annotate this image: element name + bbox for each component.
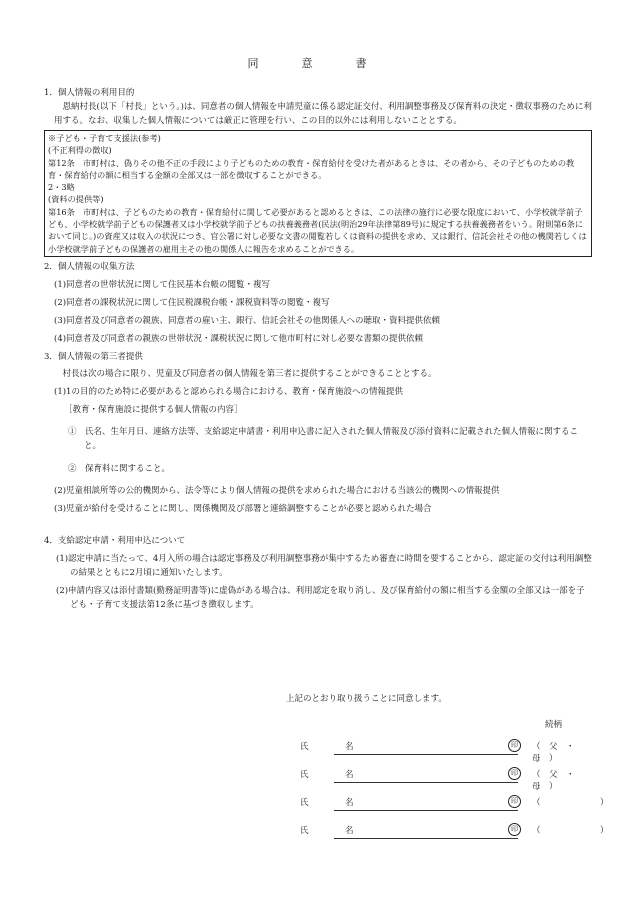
- relation-choice: （ ）: [532, 826, 609, 836]
- name-field[interactable]: [334, 782, 518, 783]
- name-label: 氏 名: [300, 770, 368, 780]
- name-field[interactable]: [334, 810, 518, 811]
- section-application: [44, 534, 592, 612]
- document-body: [44, 86, 592, 612]
- signature-row: [300, 768, 600, 792]
- list-item: (1)1の目的のため特に必要があると認められる場合における、教育・保育施設への情報提供: [54, 386, 403, 397]
- section-purpose: [44, 86, 592, 128]
- seal-icon: 印: [508, 767, 521, 780]
- box-line: 2・3略: [48, 182, 75, 193]
- seal-icon: 印: [508, 739, 521, 752]
- section-text: 恩納村長(以下「村長」という。)は、同意者の個人情報を申請児童に係る認定証交付、利用調整事務及び保育料の決定・徴収事務のために利用する。なお、収集した個人情報については厳正に管理を行い、この目的以外には利用しないこととする。: [54, 102, 592, 126]
- name-field[interactable]: [334, 838, 518, 839]
- box-line: 第12条 市町村は、偽りその他不正の手段により子どものための教育・保育給付を受けた者があるときは、その者から、その子どものための教育・保育給付の額に相当する金額の全部又は一部を徴収することができる。: [48, 157, 575, 180]
- bracket-heading: ［教育・保育施設に提供する個人情報の内容］: [64, 404, 243, 415]
- section-collection: [44, 260, 592, 346]
- signature-row: [300, 824, 609, 840]
- seal-icon: 印: [508, 823, 521, 836]
- box-line: (不正利得の徴収): [48, 145, 112, 156]
- section-text: 村長は次の場合に限り、児童及び同意者の個人情報を第三者に提供することができることとする。: [54, 368, 437, 379]
- section-heading: 1．個人情報の利用目的: [44, 88, 135, 98]
- list-item: (3)同意者及び同意者の親族、同意者の雇い主、銀行、信託会社その他関係人への聴取・資料提供依頼: [54, 315, 441, 326]
- section-heading: 4．支給認定申請・利用申込について: [44, 536, 186, 547]
- box-line: (資料の提供等): [48, 194, 104, 205]
- name-label: 氏 名: [300, 798, 368, 808]
- list-item: ① 氏名、生年月日、連絡方法等、支給認定申請書・利用申込書に記入された個人情報及び添付資料に記載された個人情報に関すること。: [68, 427, 579, 452]
- seal-icon: 印: [508, 795, 521, 808]
- agreement-statement: 上記のとおり取り扱うことに同意します。: [286, 694, 447, 704]
- section-heading: 2．個人情報の収集方法: [44, 261, 135, 272]
- name-label: 氏 名: [300, 826, 368, 836]
- name-label: 氏 名: [300, 742, 368, 752]
- name-field[interactable]: [334, 754, 518, 755]
- relation-choice: （ ）: [532, 798, 609, 808]
- section-heading: 3．個人情報の第三者提供: [44, 351, 143, 362]
- list-item: (2)児童相談所等の公的機関から、法令等により個人情報の提供を求められた場合における当該公的機関への情報提供: [54, 486, 500, 497]
- box-line: 第16条 市町村は、子どものための教育・保育給付に関して必要があると認めるときは、この法律の施行に必要な限度において、小学校就学前子ども、小学校就学前子どもの保護者又は小学校就学前子どもの扶養義務者(民法(明治29年法律第89号)に規定する扶養義務者をいう。附則第6条において同じ。)の資産又は収入の状況につき、官公署に対し必要な文書の閲覧若しくは資料の提供を求め、又は銀行、信託会社その他の機関若しくは小学校就学前子どもの保護者の雇用主その他の関係人に報告を求めることができる。: [48, 206, 587, 254]
- law-reference-box: [44, 130, 592, 257]
- signature-row: [300, 740, 600, 764]
- relation-choice: （ 父 ・ 母 ）: [532, 742, 584, 764]
- section-third-party: [44, 350, 592, 517]
- list-item: (4)同意者及び同意者の親族の世帯状況・課税状況に関して他市町村に対し必要な書類の提供依頼: [54, 333, 424, 344]
- list-item: (3)児童が給付を受けることに関し、関係機関及び部署と連絡調整することが必要と認められた場合: [54, 504, 432, 515]
- relation-choice: （ 父 ・ 母 ）: [532, 770, 584, 792]
- list-item: ② 保育料に関すること。: [68, 463, 171, 474]
- document-title: 同 意 書: [247, 57, 383, 70]
- box-line: ※子ども・子育て支援法(参考): [48, 133, 161, 143]
- signature-row: [300, 796, 609, 812]
- list-item: (1)認定申請に当たって、4月入所の場合は認定事務及び利用調整事務が集中するため審査に時間を要することから、認定証の交付は利用調整の結果とともに2月頃に通知いたします。: [56, 554, 592, 579]
- relation-label: 続柄: [545, 720, 563, 730]
- list-item: (2)申請内容又は添付書類(勤務証明書等)に虚偽がある場合は、利用認定を取り消し、及び保育給付の額に相当する金額の全部又は一部を子ども・子育て支援法第12条に基づき徴収します。: [56, 586, 585, 611]
- list-item: (1)同意者の世帯状況に関して住民基本台帳の閲覧・複写: [54, 279, 271, 290]
- list-item: (2)同意者の課税状況に関して住民税課税台帳・課税資料等の閲覧・複写: [54, 297, 330, 308]
